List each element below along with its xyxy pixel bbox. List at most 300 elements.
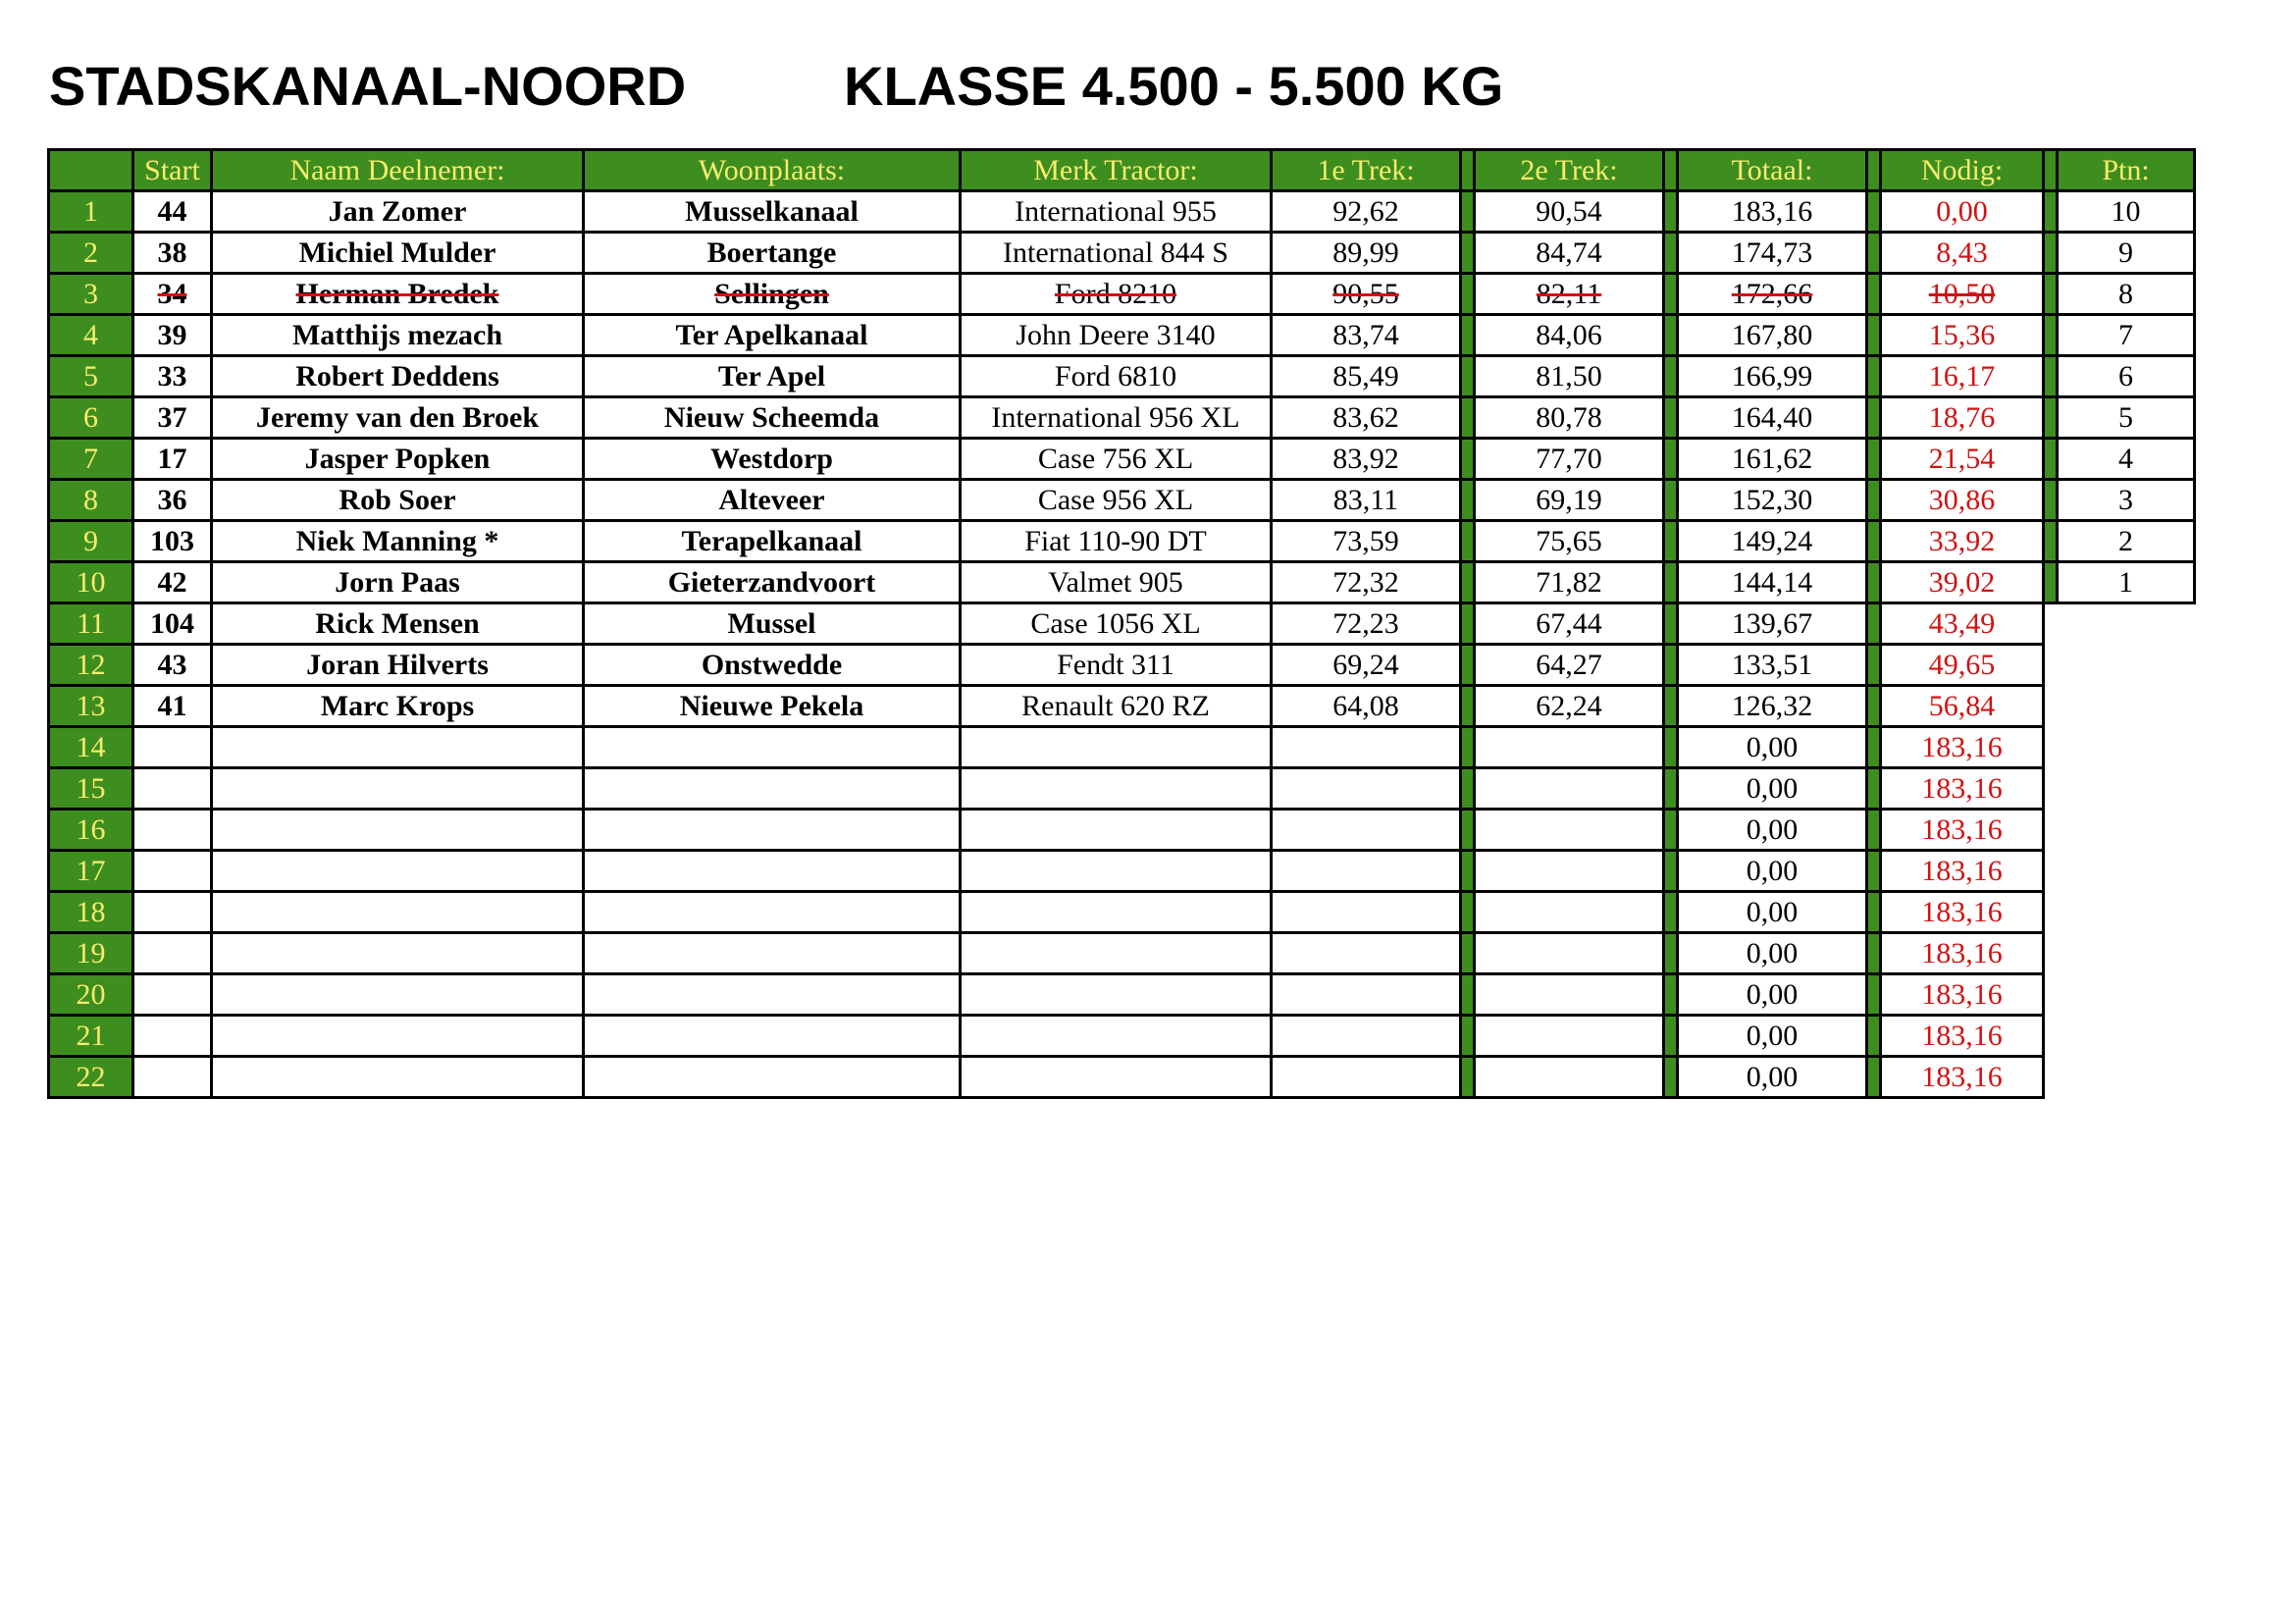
- position-cell-value: 13: [76, 689, 106, 722]
- residence-cell: [584, 851, 961, 892]
- needed-cell-value: 0,00: [1936, 194, 1988, 228]
- points-cell-value: 9: [2118, 236, 2133, 269]
- table-row: [49, 810, 2195, 851]
- needed-cell-value: 56,84: [1928, 689, 1996, 722]
- table-row: [49, 686, 2195, 727]
- total-cell: [1678, 315, 1867, 356]
- needed-cell: [1881, 274, 2044, 315]
- position-cell: [49, 191, 133, 233]
- start-number-cell-value: 17: [157, 442, 187, 475]
- column-separator: [1867, 851, 1881, 892]
- column-separator: [2044, 397, 2058, 439]
- second-pull-cell: [1475, 1057, 1664, 1098]
- total-cell-value: 172,66: [1731, 277, 1813, 310]
- residence-cell: [584, 191, 961, 233]
- table-header-row: [49, 150, 2195, 191]
- first-pull-cell: [1272, 191, 1461, 233]
- column-separator: [2044, 480, 2058, 521]
- column-separator: [2044, 191, 2058, 233]
- column-separator: [1461, 315, 1475, 356]
- position-cell-value: 8: [83, 483, 98, 516]
- position-cell: [49, 1057, 133, 1098]
- needed-cell: [1881, 562, 2044, 603]
- column-separator: [1867, 191, 1881, 233]
- total-cell: [1678, 1016, 1867, 1057]
- total-cell-value: 0,00: [1746, 854, 1799, 887]
- position-cell: [49, 315, 133, 356]
- empty-cell: [2044, 768, 2058, 810]
- column-separator: [1867, 562, 1881, 603]
- position-cell: [49, 1016, 133, 1057]
- first-pull-cell-value: 89,99: [1332, 236, 1399, 269]
- table-row: [49, 892, 2195, 933]
- residence-cell-value: Alteveer: [718, 483, 825, 516]
- total-cell: [1678, 810, 1867, 851]
- total-cell: [1678, 233, 1867, 274]
- empty-cell: [2058, 933, 2195, 974]
- total-cell: [1678, 480, 1867, 521]
- total-cell-value: 126,32: [1731, 689, 1813, 722]
- start-number-cell-value: 36: [157, 483, 187, 516]
- participant-name-cell-value: Joran Hilverts: [306, 648, 489, 681]
- needed-cell-value: 16,17: [1928, 359, 1996, 393]
- column-separator: [1461, 356, 1475, 397]
- column-separator: [1664, 233, 1678, 274]
- needed-cell-value: 30,86: [1928, 483, 1996, 516]
- needed-cell: [1881, 439, 2044, 480]
- column-separator: [1664, 810, 1678, 851]
- table-row: [49, 562, 2195, 603]
- tractor-brand-cell: [961, 562, 1272, 603]
- header-trek1: 1e Trek:: [1272, 150, 1461, 191]
- tractor-brand-cell-value: Case 956 XL: [1037, 483, 1194, 516]
- position-cell-value: 10: [76, 565, 106, 599]
- needed-cell: [1881, 521, 2044, 562]
- tractor-brand-cell: [961, 933, 1272, 974]
- second-pull-cell: [1475, 851, 1664, 892]
- points-cell: [2058, 562, 2195, 603]
- column-separator: [1461, 892, 1475, 933]
- total-cell-value: 0,00: [1746, 936, 1799, 969]
- column-separator: [1461, 150, 1475, 191]
- residence-cell: [584, 274, 961, 315]
- points-cell: [2058, 397, 2195, 439]
- position-cell-value: 19: [76, 936, 106, 969]
- column-separator: [1867, 645, 1881, 686]
- needed-cell: [1881, 1057, 2044, 1098]
- column-separator: [1664, 974, 1678, 1016]
- column-separator: [1461, 191, 1475, 233]
- points-cell: [2058, 233, 2195, 274]
- position-cell-value: 6: [83, 400, 98, 434]
- needed-cell: [1881, 233, 2044, 274]
- start-number-cell: [133, 191, 212, 233]
- residence-cell-value: Sellingen: [714, 277, 829, 310]
- second-pull-cell: [1475, 645, 1664, 686]
- first-pull-cell: [1272, 356, 1461, 397]
- position-cell-value: 22: [76, 1060, 106, 1093]
- participant-name-cell-value: Jan Zomer: [328, 194, 467, 228]
- first-pull-cell: [1272, 1057, 1461, 1098]
- participant-name-cell: [212, 233, 584, 274]
- residence-cell-value: Westdorp: [709, 442, 833, 475]
- table-row: [49, 1057, 2195, 1098]
- table-row: [49, 397, 2195, 439]
- residence-cell: [584, 974, 961, 1016]
- table-row: [49, 191, 2195, 233]
- column-separator: [1461, 1057, 1475, 1098]
- start-number-cell: [133, 645, 212, 686]
- participant-name-cell-value: Herman Bredek: [295, 277, 499, 310]
- total-cell: [1678, 686, 1867, 727]
- needed-cell: [1881, 810, 2044, 851]
- header-trek2: 2e Trek:: [1475, 150, 1664, 191]
- header-tractor: Merk Tractor:: [961, 150, 1272, 191]
- position-cell-value: 21: [76, 1019, 106, 1052]
- residence-cell: [584, 727, 961, 768]
- first-pull-cell: [1272, 603, 1461, 645]
- column-separator: [1664, 480, 1678, 521]
- column-separator: [2044, 233, 2058, 274]
- second-pull-cell-value: 75,65: [1536, 524, 1602, 557]
- position-cell-value: 7: [83, 442, 98, 475]
- results-body: [49, 191, 2195, 1098]
- needed-cell: [1881, 1016, 2044, 1057]
- tractor-brand-cell: [961, 191, 1272, 233]
- column-separator: [1461, 686, 1475, 727]
- column-separator: [1664, 439, 1678, 480]
- needed-cell-value: 183,16: [1921, 812, 2003, 846]
- start-number-cell: [133, 768, 212, 810]
- start-number-cell-value: 103: [150, 524, 194, 557]
- participant-name-cell: [212, 645, 584, 686]
- column-separator: [1461, 851, 1475, 892]
- points-cell-value: 10: [2111, 194, 2141, 228]
- position-cell: [49, 892, 133, 933]
- column-separator: [1664, 191, 1678, 233]
- first-pull-cell: [1272, 851, 1461, 892]
- column-separator: [1664, 645, 1678, 686]
- column-separator: [1461, 645, 1475, 686]
- position-cell: [49, 974, 133, 1016]
- second-pull-cell-value: 84,06: [1536, 318, 1602, 351]
- second-pull-cell: [1475, 974, 1664, 1016]
- needed-cell-value: 183,16: [1921, 854, 2003, 887]
- total-cell-value: 144,14: [1731, 565, 1813, 599]
- residence-cell: [584, 645, 961, 686]
- participant-name-cell: [212, 439, 584, 480]
- tractor-brand-cell-value: Fendt 311: [1057, 648, 1174, 681]
- total-cell: [1678, 397, 1867, 439]
- table-row: [49, 233, 2195, 274]
- start-number-cell: [133, 603, 212, 645]
- tractor-brand-cell: [961, 1057, 1272, 1098]
- total-cell: [1678, 645, 1867, 686]
- header-start: Start: [133, 150, 212, 191]
- empty-cell: [2044, 1057, 2058, 1098]
- total-cell: [1678, 439, 1867, 480]
- needed-cell-value: 183,16: [1921, 1060, 2003, 1093]
- column-separator: [1867, 1016, 1881, 1057]
- tractor-brand-cell: [961, 851, 1272, 892]
- second-pull-cell-value: 77,70: [1536, 442, 1602, 475]
- position-cell-value: 20: [76, 977, 106, 1011]
- column-separator: [1664, 1016, 1678, 1057]
- points-cell-value: 2: [2118, 524, 2133, 557]
- needed-cell-value: 10,50: [1928, 277, 1996, 310]
- first-pull-cell: [1272, 480, 1461, 521]
- tractor-brand-cell: [961, 274, 1272, 315]
- first-pull-cell: [1272, 1016, 1461, 1057]
- participant-name-cell-value: Jeremy van den Broek: [255, 400, 540, 434]
- start-number-cell: [133, 892, 212, 933]
- participant-name-cell: [212, 1057, 584, 1098]
- column-separator: [1664, 727, 1678, 768]
- total-cell-value: 139,67: [1731, 606, 1813, 640]
- points-cell-value: 8: [2118, 277, 2133, 310]
- tractor-brand-cell: [961, 233, 1272, 274]
- second-pull-cell: [1475, 439, 1664, 480]
- empty-cell: [2044, 851, 2058, 892]
- position-cell-value: 14: [76, 730, 106, 763]
- position-cell-value: 4: [83, 318, 98, 351]
- empty-cell: [2044, 645, 2058, 686]
- empty-cell: [2058, 768, 2195, 810]
- start-number-cell: [133, 727, 212, 768]
- table-row: [49, 727, 2195, 768]
- empty-cell: [2058, 727, 2195, 768]
- tractor-brand-cell-value: Renault 620 RZ: [1021, 689, 1210, 722]
- first-pull-cell-value: 83,62: [1332, 400, 1399, 434]
- start-number-cell: [133, 810, 212, 851]
- tractor-brand-cell-value: Ford 8210: [1054, 277, 1177, 310]
- table-row: [49, 645, 2195, 686]
- participant-name-cell: [212, 727, 584, 768]
- first-pull-cell-value: 73,59: [1332, 524, 1399, 557]
- residence-cell: [584, 562, 961, 603]
- tractor-brand-cell: [961, 974, 1272, 1016]
- second-pull-cell: [1475, 1016, 1664, 1057]
- participant-name-cell: [212, 603, 584, 645]
- needed-cell-value: 183,16: [1921, 730, 2003, 763]
- participant-name-cell: [212, 810, 584, 851]
- residence-cell: [584, 521, 961, 562]
- empty-cell: [2058, 603, 2195, 645]
- position-cell: [49, 521, 133, 562]
- needed-cell-value: 8,43: [1936, 236, 1988, 269]
- header-points: Ptn:: [2058, 150, 2195, 191]
- first-pull-cell: [1272, 397, 1461, 439]
- start-number-cell: [133, 933, 212, 974]
- tractor-brand-cell-value: International 955: [1015, 194, 1217, 228]
- column-separator: [1867, 356, 1881, 397]
- second-pull-cell: [1475, 562, 1664, 603]
- first-pull-cell: [1272, 933, 1461, 974]
- column-separator: [1867, 810, 1881, 851]
- start-number-cell-value: 34: [157, 277, 187, 310]
- residence-cell-value: Nieuw Scheemda: [663, 400, 880, 434]
- needed-cell-value: 21,54: [1928, 442, 1996, 475]
- empty-cell: [2044, 603, 2058, 645]
- column-separator: [1461, 603, 1475, 645]
- tractor-brand-cell-value: Case 756 XL: [1037, 442, 1194, 475]
- column-separator: [1664, 603, 1678, 645]
- table-row: [49, 315, 2195, 356]
- residence-cell-value: Gieterzandvoort: [667, 565, 876, 599]
- column-separator: [2044, 315, 2058, 356]
- second-pull-cell: [1475, 521, 1664, 562]
- total-cell: [1678, 1057, 1867, 1098]
- second-pull-cell: [1475, 480, 1664, 521]
- second-pull-cell-value: 84,74: [1536, 236, 1602, 269]
- second-pull-cell: [1475, 191, 1664, 233]
- column-separator: [2044, 150, 2058, 191]
- tractor-brand-cell-value: International 844 S: [1003, 236, 1228, 269]
- table-row: [49, 933, 2195, 974]
- first-pull-cell-value: 83,74: [1332, 318, 1399, 351]
- column-separator: [1867, 315, 1881, 356]
- position-cell: [49, 645, 133, 686]
- residence-cell-value: Boertange: [706, 236, 837, 269]
- empty-cell: [2058, 1057, 2195, 1098]
- first-pull-cell-value: 85,49: [1332, 359, 1399, 393]
- first-pull-cell: [1272, 727, 1461, 768]
- points-cell: [2058, 274, 2195, 315]
- position-cell-value: 5: [83, 359, 98, 393]
- residence-cell: [584, 768, 961, 810]
- needed-cell: [1881, 892, 2044, 933]
- empty-cell: [2044, 892, 2058, 933]
- position-cell-value: 12: [76, 648, 106, 681]
- participant-name-cell: [212, 768, 584, 810]
- column-separator: [1867, 974, 1881, 1016]
- column-separator: [1867, 768, 1881, 810]
- residence-cell: [584, 233, 961, 274]
- total-cell: [1678, 974, 1867, 1016]
- total-cell: [1678, 521, 1867, 562]
- needed-cell: [1881, 933, 2044, 974]
- points-cell: [2058, 480, 2195, 521]
- column-separator: [1664, 892, 1678, 933]
- column-separator: [1867, 397, 1881, 439]
- column-separator: [2044, 521, 2058, 562]
- points-cell-value: 3: [2118, 483, 2133, 516]
- table-row: [49, 851, 2195, 892]
- start-number-cell: [133, 439, 212, 480]
- column-separator: [2044, 562, 2058, 603]
- participant-name-cell: [212, 686, 584, 727]
- participant-name-cell-value: Rob Soer: [339, 483, 456, 516]
- position-cell: [49, 233, 133, 274]
- column-separator: [1461, 397, 1475, 439]
- column-separator: [1461, 727, 1475, 768]
- empty-cell: [2058, 1016, 2195, 1057]
- position-cell-value: 17: [76, 854, 106, 887]
- second-pull-cell: [1475, 274, 1664, 315]
- start-number-cell-value: 39: [157, 318, 187, 351]
- residence-cell: [584, 810, 961, 851]
- column-separator: [1664, 768, 1678, 810]
- participant-name-cell: [212, 480, 584, 521]
- points-cell-value: 5: [2118, 400, 2133, 434]
- first-pull-cell-value: 83,11: [1332, 483, 1399, 516]
- column-separator: [1867, 686, 1881, 727]
- total-cell: [1678, 562, 1867, 603]
- start-number-cell-value: 43: [157, 648, 187, 681]
- first-pull-cell: [1272, 768, 1461, 810]
- residence-cell: [584, 933, 961, 974]
- tractor-brand-cell: [961, 892, 1272, 933]
- empty-cell: [2058, 892, 2195, 933]
- start-number-cell: [133, 686, 212, 727]
- needed-cell-value: 183,16: [1921, 895, 2003, 928]
- tractor-brand-cell: [961, 315, 1272, 356]
- empty-cell: [2044, 727, 2058, 768]
- total-cell: [1678, 933, 1867, 974]
- position-cell: [49, 356, 133, 397]
- needed-cell-value: 43,49: [1928, 606, 1996, 640]
- column-separator: [1461, 274, 1475, 315]
- participant-name-cell-value: Michiel Mulder: [298, 236, 496, 269]
- participant-name-cell: [212, 397, 584, 439]
- second-pull-cell: [1475, 686, 1664, 727]
- start-number-cell: [133, 480, 212, 521]
- participant-name-cell-value: Rick Mensen: [315, 606, 480, 640]
- first-pull-cell-value: 72,32: [1332, 565, 1399, 599]
- total-cell-value: 0,00: [1746, 812, 1799, 846]
- column-separator: [1664, 315, 1678, 356]
- participant-name-cell-value: Matthijs mezach: [291, 318, 503, 351]
- column-separator: [1664, 1057, 1678, 1098]
- needed-cell: [1881, 768, 2044, 810]
- first-pull-cell: [1272, 315, 1461, 356]
- column-separator: [1867, 727, 1881, 768]
- table-row: [49, 974, 2195, 1016]
- column-separator: [1867, 274, 1881, 315]
- second-pull-cell-value: 81,50: [1536, 359, 1602, 393]
- second-pull-cell: [1475, 810, 1664, 851]
- total-cell-value: 167,80: [1731, 318, 1813, 351]
- start-number-cell-value: 44: [157, 194, 187, 228]
- participant-name-cell: [212, 933, 584, 974]
- points-cell: [2058, 521, 2195, 562]
- position-cell: [49, 727, 133, 768]
- start-number-cell-value: 33: [157, 359, 187, 393]
- position-cell: [49, 603, 133, 645]
- second-pull-cell: [1475, 603, 1664, 645]
- total-cell-value: 174,73: [1731, 236, 1813, 269]
- empty-cell: [2058, 686, 2195, 727]
- points-cell-value: 4: [2118, 442, 2133, 475]
- header-total: Totaal:: [1678, 150, 1867, 191]
- column-separator: [1461, 1016, 1475, 1057]
- needed-cell-value: 183,16: [1921, 1019, 2003, 1052]
- position-cell: [49, 810, 133, 851]
- residence-cell: [584, 1016, 961, 1057]
- column-separator: [1867, 439, 1881, 480]
- table-row: [49, 274, 2195, 315]
- header-nodig: Nodig:: [1881, 150, 2044, 191]
- total-cell-value: 0,00: [1746, 771, 1799, 805]
- tractor-brand-cell-value: International 956 XL: [991, 400, 1240, 434]
- table-row: [49, 768, 2195, 810]
- second-pull-cell-value: 69,19: [1536, 483, 1602, 516]
- table-row: [49, 521, 2195, 562]
- participant-name-cell-value: Jorn Paas: [335, 565, 460, 599]
- empty-cell: [2058, 974, 2195, 1016]
- total-cell-value: 133,51: [1731, 648, 1813, 681]
- position-cell: [49, 851, 133, 892]
